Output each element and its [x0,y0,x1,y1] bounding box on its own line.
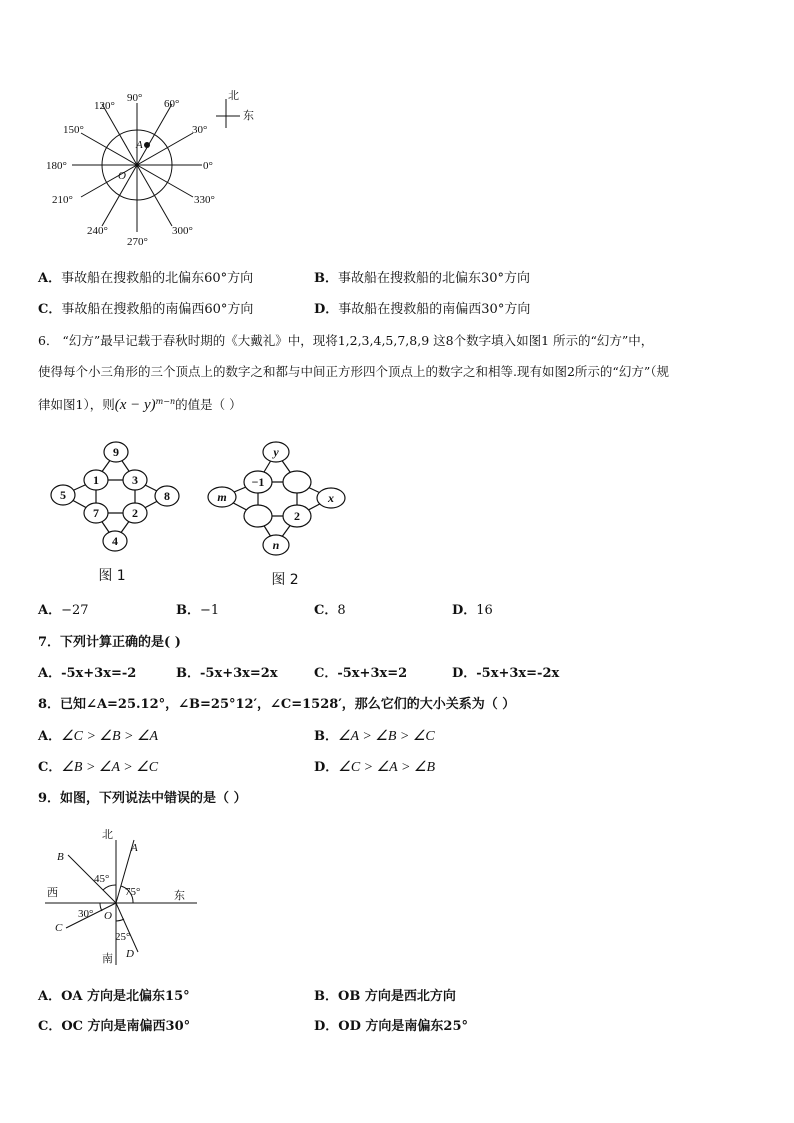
q7-option-a[interactable]: A．-5x+3x=-2 [38,666,137,681]
point-o-label: O [118,170,126,182]
fig1-center-tl: 1 [93,473,99,487]
deg-270: 270° [127,236,148,248]
q7-option-d[interactable]: D．-5x+3x=-2x [452,666,560,681]
q9-angle-30: 30° [78,908,94,920]
q9-west: 西 [47,887,58,899]
q9-north: 北 [102,829,113,841]
q7-stem: 7．下列计算正确的是( ) [38,635,181,650]
q6-stem-line3: 律如图1），则$(x - y)^{m-n}$的值是（ ） [38,397,242,414]
fig1-right: 8 [164,489,170,503]
q6-option-b[interactable]: B．−1 [176,603,220,618]
q9-option-c[interactable]: C．OC 方向是南偏西30° [38,1019,191,1034]
q9-angle-45: 45° [94,873,110,885]
deg-150: 150° [63,124,84,136]
q7-option-b[interactable]: B．-5x+3x=2x [176,666,278,681]
magic-square-figure-1 [45,438,190,588]
q9-point-a: A [131,842,138,854]
q7-option-c[interactable]: C．-5x+3x=2 [314,666,408,681]
q9-angle-75: 75° [125,886,141,898]
fig1-caption: 图 1 [98,568,126,584]
q6-option-c[interactable]: C．8 [314,603,346,618]
deg-210: 210° [52,194,73,206]
q9-angle-25: 25° [115,931,131,943]
q6-option-d[interactable]: D．16 [452,603,493,618]
deg-330: 330° [194,194,215,206]
deg-30: 30° [192,124,208,136]
deg-60: 60° [164,98,180,110]
q9-option-b[interactable]: B．OB 方向是西北方向 [314,989,456,1004]
deg-300: 300° [172,225,193,237]
deg-120: 120° [94,100,115,112]
magic-square-figure-2 [200,436,360,591]
point-a-label: A [136,139,143,151]
fig2-left: m [217,490,227,504]
fig1-center-bl: 7 [93,506,99,520]
q8-stem: 8．已知∠A=25.12°，∠B=25°12′，∠C=1528′，那么它们的大小关系为（ ） [38,697,516,712]
q8-option-d[interactable]: D．∠C > ∠A > ∠B [314,760,436,775]
fig2-bottom: n [272,538,280,552]
q9-point-b: B [57,851,64,863]
q9-stem: 9．如图，下列说法中错误的是（ ） [38,791,247,806]
q9-point-o: O [104,910,112,922]
fig1-bottom: 4 [112,534,118,548]
q8-option-c[interactable]: C．∠B > ∠A > ∠C [38,760,159,775]
q9-option-d[interactable]: D．OD 方向是南偏东25° [314,1019,468,1034]
q9-east: 东 [174,890,185,902]
fig2-center-tl: −1 [251,475,265,489]
q5-option-d[interactable]: D．事故船在搜救船的南偏西30°方向 [314,302,531,317]
fig1-center-br: 2 [132,506,138,520]
fig2-right: x [328,491,334,505]
q9-point-d: D [126,948,134,960]
deg-0: 0° [203,160,213,172]
q6-stem-line2: 使得每个小三角形的三个顶点上的数字之和都与中间正方形四个顶点上的数字之和相等.现有如图2所示的“幻方”（规 [38,364,669,379]
q8-option-a[interactable]: A．∠C > ∠B > ∠A [38,729,159,744]
fig2-caption: 图 2 [271,572,299,588]
fig2-center-br: 2 [294,509,300,523]
q6-stem-line1: 6． “幻方”最早记载于春秋时期的《大戴礼》中，现将1,2,3,4,5,7,8,9 这8个数字填入如图1 所示的“幻方”中， [38,333,654,348]
q5-compass-figure [40,85,280,250]
compass-east: 东 [243,110,254,122]
q9-point-c: C [55,922,63,934]
q5-option-a[interactable]: A．事故船在搜救船的北偏东60°方向 [38,271,254,286]
q6-expression: (x − y) [114,397,156,414]
fig1-left: 5 [60,488,66,502]
deg-90: 90° [127,92,143,104]
q6-option-a[interactable]: A．−27 [38,603,89,618]
q9-south: 南 [102,953,113,965]
fig1-center-tr: 3 [132,473,138,487]
deg-180: 180° [46,160,67,172]
q9-direction-figure [40,822,210,970]
fig1-top: 9 [113,445,119,459]
q6-exponent: m−n [155,397,176,406]
point-a-dot [144,142,150,148]
deg-240: 240° [87,225,108,237]
compass-north: 北 [228,90,239,102]
q5-option-c[interactable]: C．事故船在搜救船的南偏西60°方向 [38,302,254,317]
fig2-top: y [273,445,279,459]
q9-option-a[interactable]: A．OA 方向是北偏东15° [38,989,190,1004]
q5-option-b[interactable]: B．事故船在搜救船的北偏东30°方向 [314,271,531,286]
q8-option-b[interactable]: B．∠A > ∠B > ∠C [314,729,435,744]
